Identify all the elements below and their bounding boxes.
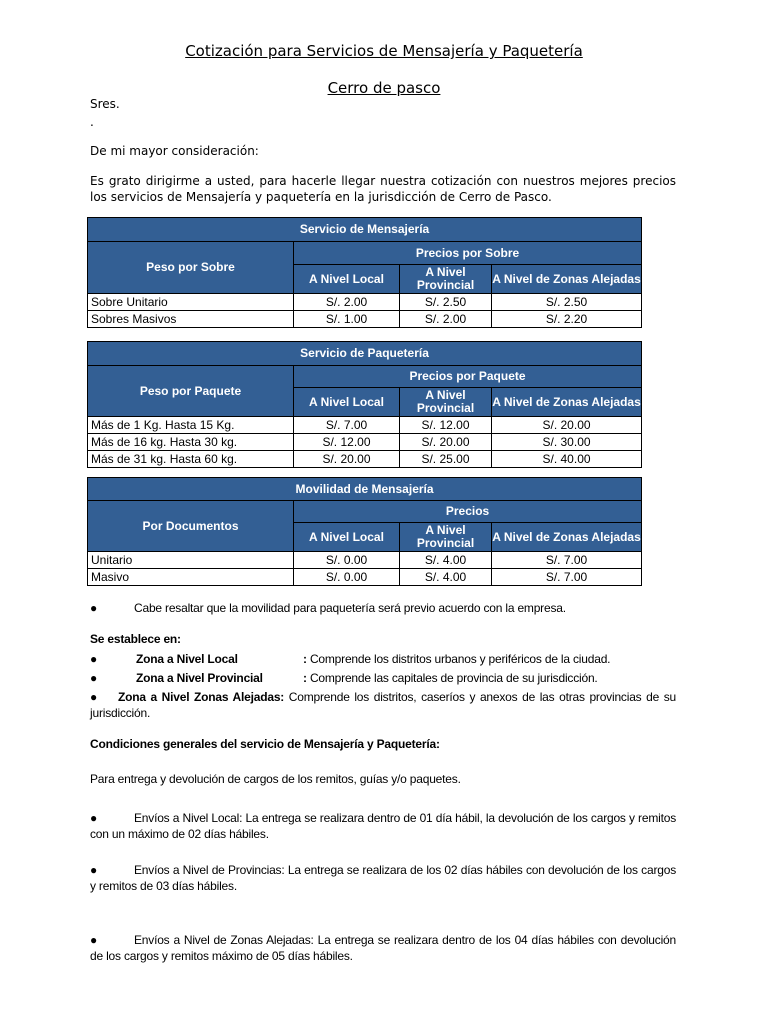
price-local: S/. 2.00 <box>294 294 400 311</box>
col-header-local: A Nivel Local <box>294 388 400 417</box>
table-row <box>88 417 642 434</box>
envio-alejadas-text: Envíos a Nivel de Zonas Alejadas: La entrega se realizara dentro de los 04 días hábiles con devolución de los cargos y remitos máximo de 05 días hábiles. <box>90 933 676 963</box>
zona-provincial-label: Zona a Nivel Provincial <box>136 671 263 685</box>
bullet-icon: ● <box>90 601 98 615</box>
bullet-icon: ● <box>90 690 98 704</box>
bullet-icon: ● <box>90 863 98 877</box>
table-title: Movilidad de Mensajería <box>88 478 642 501</box>
price-alejadas: S/. 30.00 <box>492 434 642 451</box>
table-row <box>88 294 642 311</box>
zona-provincial-colon: : <box>303 671 307 685</box>
zona-provincial-item <box>90 671 680 685</box>
envio-local-text: Envíos a Nivel Local: La entrega se realizara dentro de 01 día hábil, la devolución de los cargos y remitos con un máximo de 02 días hábiles. <box>90 811 676 841</box>
row-label: Más de 31 kg. Hasta 60 kg. <box>88 451 294 468</box>
price-alejadas: S/. 7.00 <box>492 552 642 569</box>
zona-local-desc: Comprende los distritos urbanos y periféricos de la ciudad. <box>309 652 611 666</box>
price-local: S/. 12.00 <box>294 434 400 451</box>
table-title: Servicio de Mensajería <box>88 218 642 242</box>
col-header-alejadas: A Nivel de Zonas Alejadas <box>492 265 642 294</box>
col-header-local: A Nivel Local <box>294 523 400 552</box>
table-row <box>88 434 642 451</box>
salutation: Sres. <box>90 97 120 111</box>
price-header: Precios por Sobre <box>294 242 642 265</box>
movilidad-table <box>87 477 642 586</box>
table-row <box>88 451 642 468</box>
row-label: Unitario <box>88 552 294 569</box>
row-label: Masivo <box>88 569 294 586</box>
bullet-icon: ● <box>90 671 98 685</box>
table-row <box>88 552 642 569</box>
row-header: Por Documentos <box>88 501 294 552</box>
col-header-provincial: A Nivel Provincial <box>400 523 492 552</box>
price-provincial: S/. 4.00 <box>400 569 492 586</box>
price-alejadas: S/. 2.50 <box>492 294 642 311</box>
envio-local-item <box>90 810 676 842</box>
envio-provincial-text: Envíos a Nivel de Provincias: La entrega se realizara de los 02 días hábiles con devolución de los cargos y remitos de 03 días hábiles. <box>90 863 676 893</box>
zona-local-item <box>90 652 680 666</box>
price-local: S/. 1.00 <box>294 311 400 328</box>
row-label: Sobres Masivos <box>88 311 294 328</box>
price-alejadas: S/. 20.00 <box>492 417 642 434</box>
zona-local-colon: : <box>303 652 307 666</box>
price-local: S/. 0.00 <box>294 569 400 586</box>
bullet-icon: ● <box>90 811 98 825</box>
price-provincial: S/. 4.00 <box>400 552 492 569</box>
greeting: De mi mayor consideración: <box>90 144 259 158</box>
movilidad-note-text: Cabe resaltar que la movilidad para paquetería será previo acuerdo con la empresa. <box>134 601 566 615</box>
document-subtitle: Cerro de pasco <box>327 79 441 97</box>
price-header: Precios por Paquete <box>294 366 642 388</box>
table-title: Servicio de Paquetería <box>88 342 642 366</box>
price-local: S/. 20.00 <box>294 451 400 468</box>
table-row <box>88 311 642 328</box>
price-local: S/. 7.00 <box>294 417 400 434</box>
price-alejadas: S/. 2.20 <box>492 311 642 328</box>
row-header: Peso por Sobre <box>88 242 294 294</box>
col-header-provincial: A Nivel Provincial <box>400 388 492 417</box>
col-header-local: A Nivel Local <box>294 265 400 294</box>
mensajeria-table <box>87 217 642 328</box>
envio-provincial-item <box>90 862 676 894</box>
row-label: Sobre Unitario <box>88 294 294 311</box>
paqueteria-table <box>87 341 642 468</box>
price-alejadas: S/. 40.00 <box>492 451 642 468</box>
intro-paragraph: Es grato dirigirme a usted, para hacerle llegar nuestra cotización con nuestros mejores precios los servicios de Mensajería y paquetería en la jurisdicción de Cerro de Pasco. <box>90 174 676 204</box>
table-row <box>88 569 642 586</box>
price-provincial: S/. 2.50 <box>400 294 492 311</box>
zona-alejadas-label: Zona a Nivel Zonas Alejadas: <box>118 690 285 704</box>
zona-local-label: Zona a Nivel Local <box>136 652 238 666</box>
envio-alejadas-item <box>90 932 676 964</box>
row-label: Más de 1 Kg. Hasta 15 Kg. <box>88 417 294 434</box>
price-provincial: S/. 12.00 <box>400 417 492 434</box>
condiciones-intro: Para entrega y devolución de cargos de los remitos, guías y/o paquetes. <box>90 772 461 786</box>
price-provincial: S/. 2.00 <box>400 311 492 328</box>
price-provincial: S/. 20.00 <box>400 434 492 451</box>
zona-alejadas-desc: Comprende los distritos, caseríos y anexos de las otras provincias de su jurisdicción. <box>90 690 676 720</box>
zona-provincial-desc: Comprende las capitales de provincia de su jurisdicción. <box>309 671 598 685</box>
condiciones-heading: Condiciones generales del servicio de Mensajería y Paquetería: <box>90 737 440 751</box>
col-header-alejadas: A Nivel de Zonas Alejadas <box>492 388 642 417</box>
establece-heading: Se establece en: <box>90 632 181 646</box>
col-header-provincial: A Nivel Provincial <box>400 265 492 294</box>
price-alejadas: S/. 7.00 <box>492 569 642 586</box>
zona-alejadas-item <box>90 689 676 721</box>
col-header-alejadas: A Nivel de Zonas Alejadas <box>492 523 642 552</box>
bullet-icon: ● <box>90 652 98 666</box>
row-label: Más de 16 kg. Hasta 30 kg. <box>88 434 294 451</box>
price-local: S/. 0.00 <box>294 552 400 569</box>
movilidad-note <box>90 601 566 615</box>
price-header: Precios <box>294 501 642 523</box>
row-header: Peso por Paquete <box>88 366 294 417</box>
bullet-icon: ● <box>90 933 98 947</box>
price-provincial: S/. 25.00 <box>400 451 492 468</box>
document-title: Cotización para Servicios de Mensajería y Paquetería <box>185 42 583 60</box>
salutation-dot: . <box>90 115 94 129</box>
